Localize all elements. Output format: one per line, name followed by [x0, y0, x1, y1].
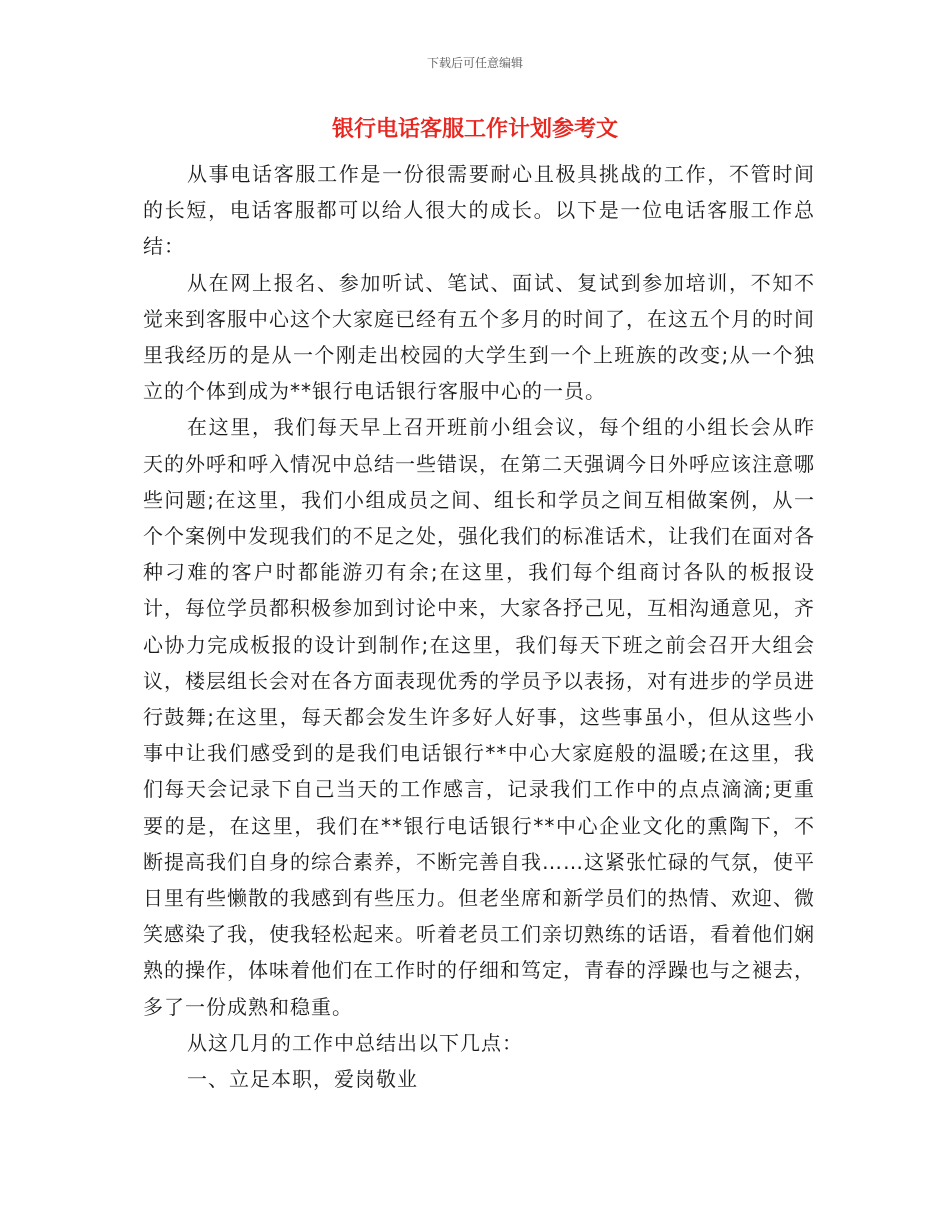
paragraph: 从这几月的工作中总结出以下几点：: [187, 1030, 523, 1055]
section-heading: 一、立足本职，爱岗敬业: [187, 1067, 418, 1092]
paragraph: 从在网上报名、参加听试、笔试、面试、复试到参加培训，不知不觉来到客服中心这个大家庭已经有五个多月的时间了，在这五个月的时间里我经历的是从一个刚走出校园的大学生到一个上班族的改变;从一个独立的个体到成为**银行电话银行客服中心的一员。: [143, 270, 815, 404]
page-header-note: 下载后可任意编辑: [426, 56, 523, 70]
paragraph: 在这里，我们每天早上召开班前小组会议，每个组的小组长会从昨天的外呼和呼入情况中总结一些错误，在第二天强调今日外呼应该注意哪些问题;在这里，我们小组成员之间、组长和学员之间互相做案例，从一个个案例中发现我们的不足之处，强化我们的标准话术，让我们在面对各种刁难的客户时都能游刃有余;在这里，我们每个组商讨各队的板报设计，每位学员都积极参加到讨论中来，大家各抒己见，互相沟通意见，齐心协力完成板报的设计到制作;在这里，我们每天下班之前会召开大组会议，楼层组长会对在各方面表现优秀的学员予以表扬，对有进步的学员进行鼓舞;在这里，每天都会发生许多好人好事，这些事虽小，但从这些小事中让我们感受到的是我们电话银行**中心大家庭般的温暖;在这里，我们每天会记录下自己当天的工作感言，记录我们工作中的点点滴滴;更重要的是，在这里，我们在**银行电话银行**中心企业文化的熏陶下，不断提高我们自身的综合素养，不断完善自我……这紧张忙碌的气氛，使平日里有些懒散的我感到有些压力。但老坐席和新学员们的热情、欢迎、微笑感染了我，使我轻松起来。听着老员工们亲切熟练的话语，看着他们娴熟的操作，体味着他们在工作时的仔细和笃定，青春的浮躁也与之褪去，多了一份成熟和稳重。: [143, 415, 815, 1019]
paragraph: 从事电话客服工作是一份很需要耐心且极具挑战的工作，不管时间的长短，电话客服都可以给人很大的成长。以下是一位电话客服工作总结：: [143, 162, 815, 259]
document-body: [143, 156, 815, 1097]
document-title: 银行电话客服工作计划参考文: [331, 117, 618, 142]
